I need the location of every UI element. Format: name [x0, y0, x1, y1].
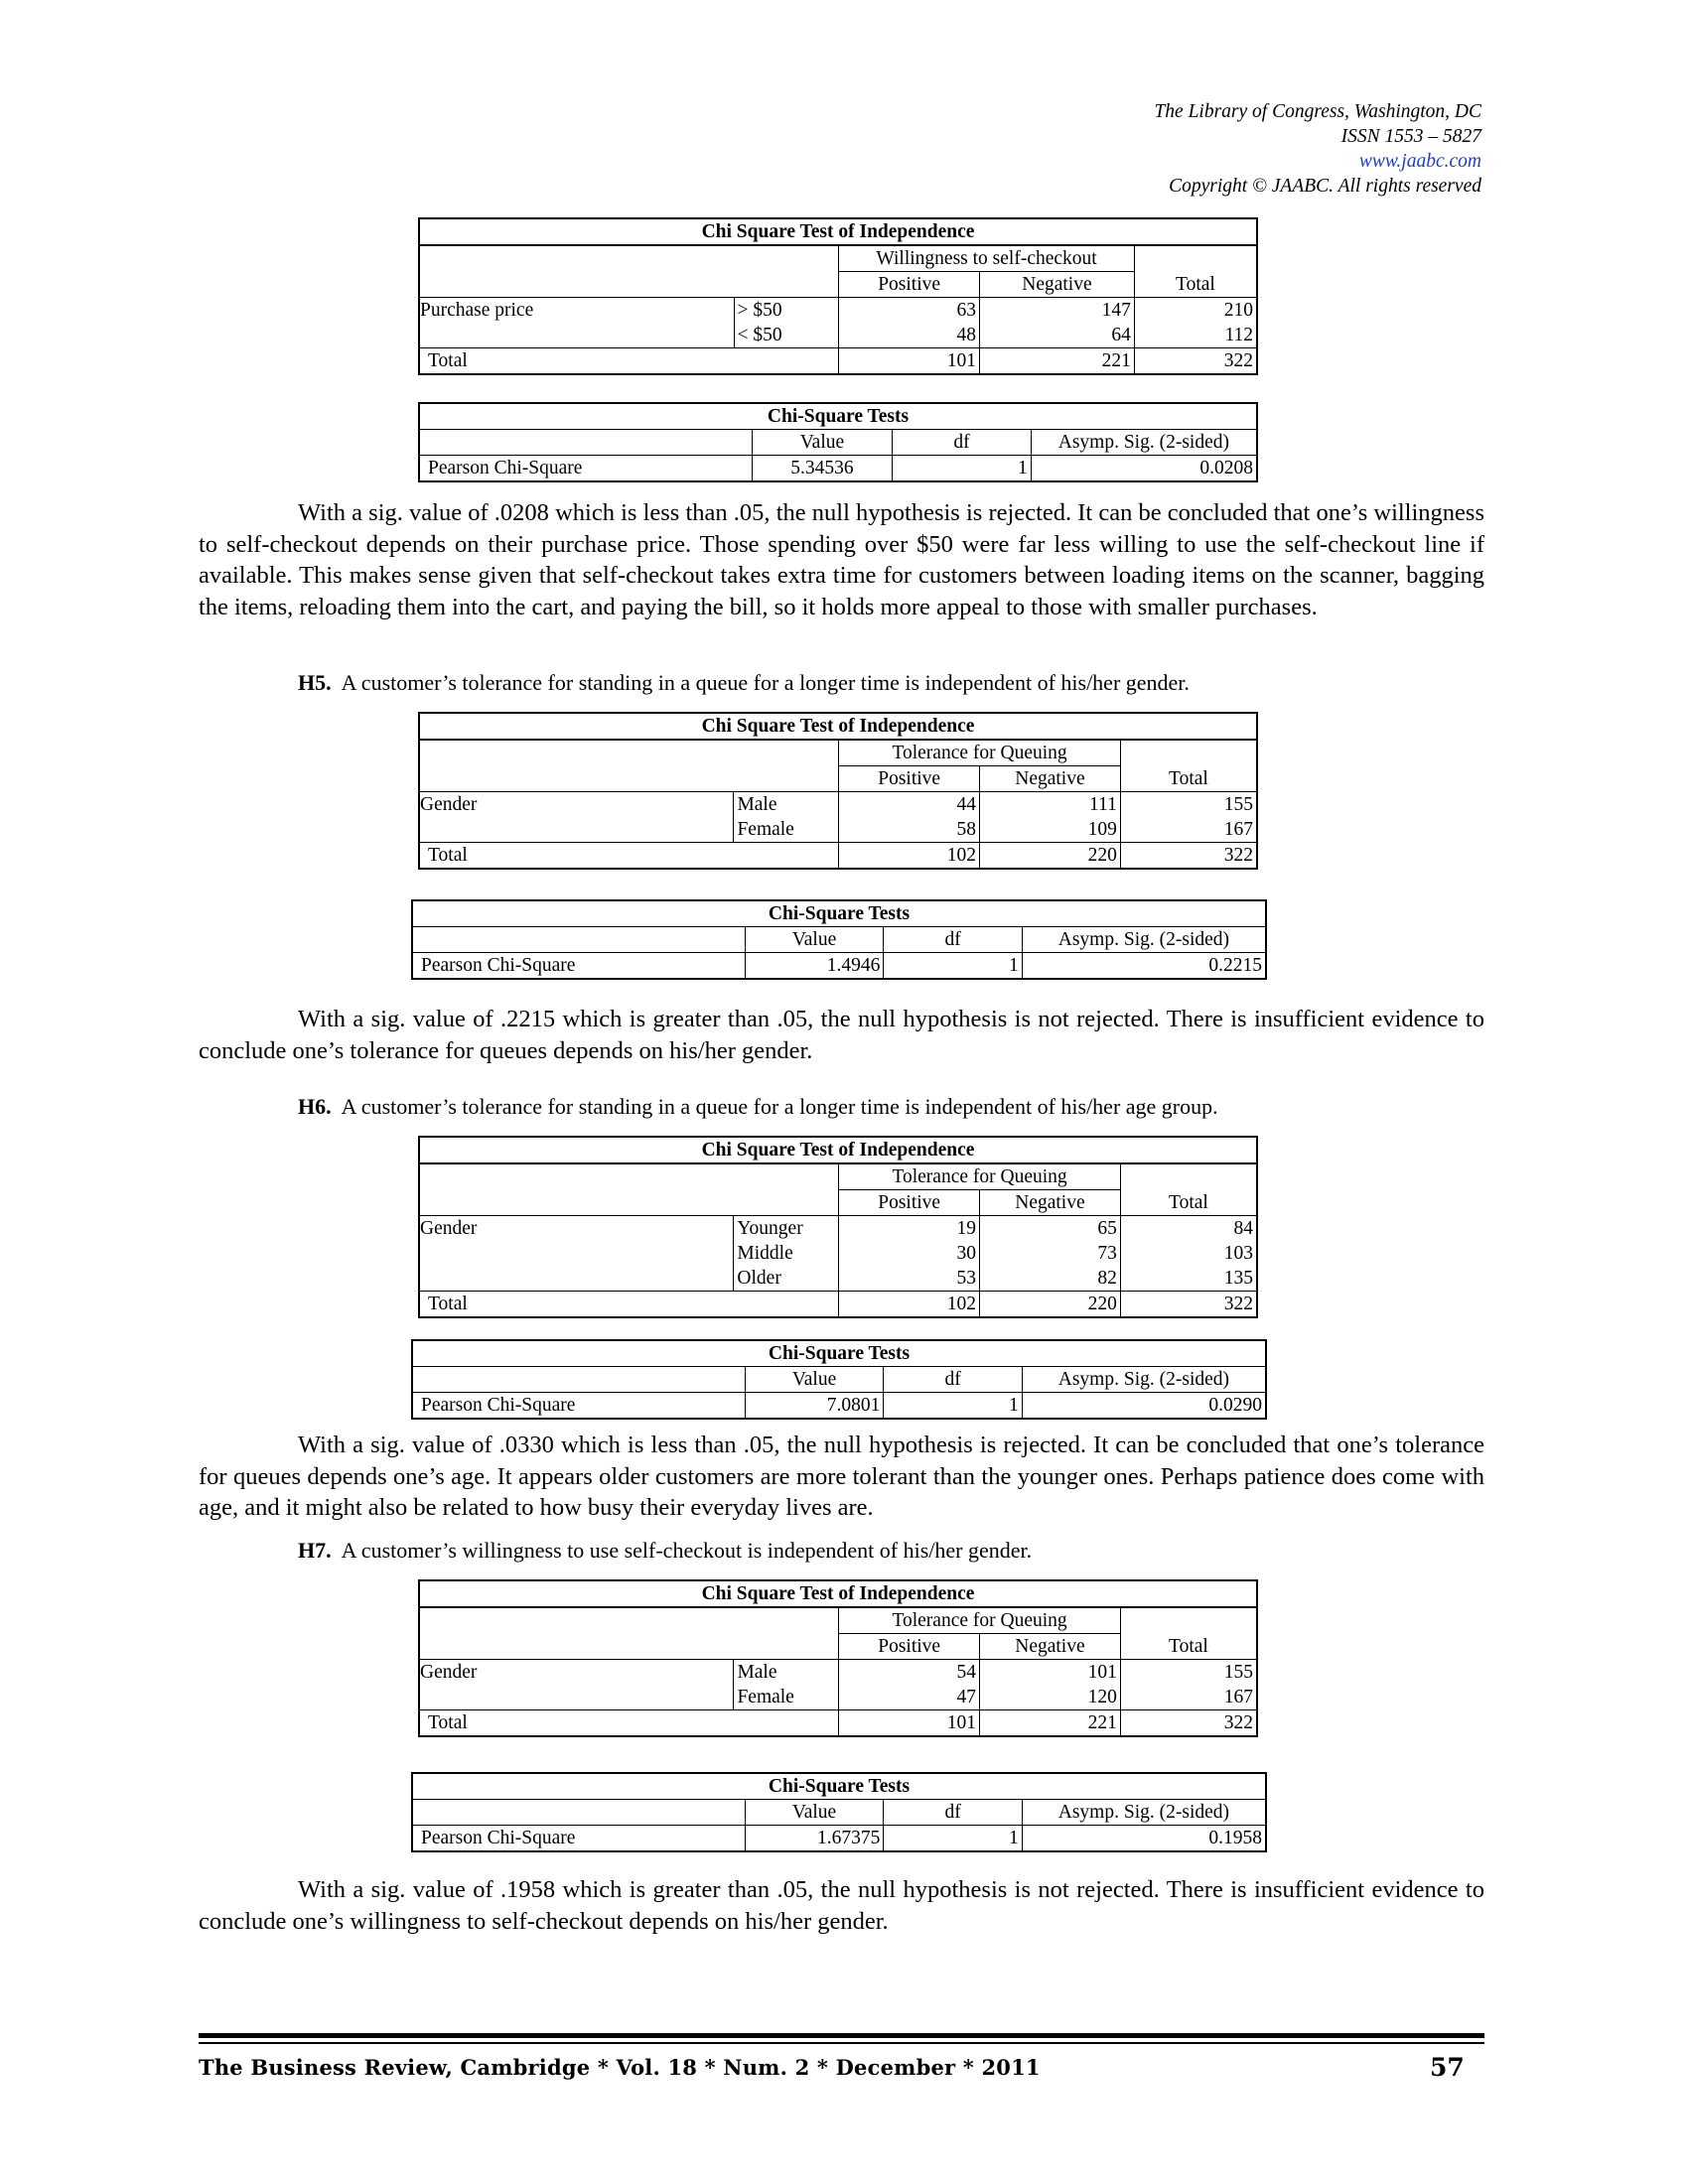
test-label: Pearson Chi-Square [412, 953, 745, 980]
cell-positive: 19 [839, 1216, 980, 1242]
cell-total: 322 [1120, 1292, 1257, 1318]
row-variable: Gender [419, 1216, 734, 1242]
col-header-positive: Positive [839, 272, 980, 298]
chi-sig: 0.2215 [1022, 953, 1266, 980]
hypothesis-h6 [298, 1093, 1218, 1121]
col-header-negative: Negative [980, 766, 1121, 792]
hypothesis-text: A customer’s willingness to use self-checkout is independent of his/her gender. [341, 1538, 1033, 1563]
col-header-negative: Negative [980, 1634, 1121, 1660]
col-header-df: df [893, 430, 1031, 456]
group-header: Willingness to self-checkout [839, 245, 1135, 272]
test-label: Pearson Chi-Square [412, 1826, 745, 1852]
row-label: Male [734, 792, 839, 818]
col-header-sig: Asymp. Sig. (2-sided) [1057, 1369, 1230, 1390]
row-label: > $50 [734, 298, 839, 324]
cell-total: 112 [1224, 325, 1253, 345]
chi-sig: 0.1958 [1022, 1826, 1266, 1852]
cell-total: 155 [1120, 792, 1257, 818]
col-header-df: df [884, 1367, 1022, 1393]
chi-df: 1 [893, 456, 1031, 482]
chi-square-tests-4 [411, 1772, 1267, 1852]
journal-header [786, 99, 1481, 199]
cell-total: 322 [1120, 1710, 1257, 1737]
cell-total: 167 [1223, 819, 1253, 840]
cell-negative: 111 [980, 792, 1121, 818]
row-label: < $50 [734, 323, 839, 348]
table-title: Chi Square Test of Independence [419, 713, 1257, 740]
col-header-sig: Asymp. Sig. (2-sided) [1057, 929, 1230, 950]
chi-value: 1.4946 [745, 953, 884, 980]
chi-sig: 0.0290 [1022, 1393, 1266, 1420]
hypothesis-label: H5. [298, 670, 332, 695]
chi-value: 5.34536 [752, 456, 893, 482]
row-label: Middle [734, 1241, 839, 1266]
cell-negative: 220 [980, 1292, 1121, 1318]
chi-title: Chi-Square Tests [412, 1340, 1266, 1367]
header-website-link[interactable]: www.jaabc.com [1358, 151, 1481, 172]
chi-title: Chi-Square Tests [412, 900, 1266, 927]
table-title: Chi Square Test of Independence [419, 1137, 1257, 1163]
cell-total: 322 [1134, 348, 1257, 375]
footer-rule-thin [199, 2042, 1484, 2044]
cell-positive: 30 [839, 1241, 980, 1266]
cell-total: 155 [1120, 1660, 1257, 1686]
cell-negative: 221 [980, 1710, 1121, 1737]
chi-square-tests-2 [411, 899, 1267, 980]
row-label: Female [734, 1685, 839, 1710]
col-header-positive: Positive [839, 766, 980, 792]
crosstab-age-queue [418, 1136, 1258, 1318]
group-header: Tolerance for Queuing [839, 740, 1121, 766]
group-header: Tolerance for Queuing [839, 1607, 1121, 1634]
crosstab-gender-queue [418, 712, 1258, 870]
row-label: Female [734, 817, 839, 843]
total-row-label: Total [419, 348, 839, 375]
cell-positive: 54 [839, 1660, 980, 1686]
cell-positive: 44 [839, 792, 980, 818]
chi-square-tests-3 [411, 1339, 1267, 1420]
cell-negative: 82 [980, 1266, 1121, 1292]
cell-total: 103 [1223, 1243, 1253, 1264]
cell-negative: 147 [980, 298, 1135, 324]
footer-rule-thick [199, 2033, 1484, 2038]
journal-footer: The Business Review, Cambridge * Vol. 18 * Num. 2 * December * 2011 [199, 2055, 1041, 2080]
total-row-label: Total [419, 843, 839, 870]
row-label: Younger [734, 1216, 839, 1242]
col-header-value: Value [745, 927, 884, 953]
cell-positive: 47 [839, 1685, 980, 1710]
chi-square-tests-1 [418, 402, 1258, 482]
col-header-total: Total [1169, 1636, 1208, 1657]
hypothesis-text: A customer’s tolerance for standing in a queue for a longer time is independent of his/her age group. [341, 1094, 1218, 1119]
col-header-positive: Positive [839, 1634, 980, 1660]
chi-df: 1 [884, 1826, 1022, 1852]
test-label: Pearson Chi-Square [419, 456, 752, 482]
cell-negative: 101 [980, 1660, 1121, 1686]
col-header-negative: Negative [980, 272, 1135, 298]
row-variable: Gender [419, 1660, 734, 1686]
chi-df: 1 [884, 953, 1022, 980]
cell-negative: 220 [980, 843, 1121, 870]
cell-total: 210 [1134, 298, 1257, 324]
col-header-sig: Asymp. Sig. (2-sided) [1057, 432, 1229, 453]
hypothesis-h5 [298, 669, 1190, 697]
chi-df: 1 [884, 1393, 1022, 1420]
col-header-total: Total [1169, 1192, 1208, 1213]
test-label: Pearson Chi-Square [412, 1393, 745, 1420]
cell-positive: 58 [839, 817, 980, 843]
hypothesis-label: H6. [298, 1094, 332, 1119]
cell-positive: 101 [839, 348, 980, 375]
cell-positive: 102 [839, 1292, 980, 1318]
cell-negative: 64 [980, 323, 1135, 348]
paragraph-1: With a sig. value of .0208 which is less than .05, the null hypothesis is rejected. It can be concluded that one’s willingness to self-checkout depends on their purchase price. Those spending over $50 were far less willing to use the self-checkout line if available. This makes sense given that self-checkout takes extra time for customers between loading items on the scanner, bagging the items, reloading them into the cart, and paying the bill, so it holds more appeal to those with smaller purchases. [199, 499, 1484, 620]
header-library: The Library of Congress, Washington, DC [1154, 101, 1481, 122]
col-header-value: Value [745, 1367, 884, 1393]
paragraph-3: With a sig. value of .0330 which is less than .05, the null hypothesis is rejected. It can be concluded that one’s tolerance for queues depends one’s age. It appears older customers are more tolerant than the younger ones. Perhaps patience does come with age, and it might also be related to how busy their everyday lives are. [199, 1432, 1484, 1521]
cell-total: 135 [1223, 1268, 1253, 1289]
chi-value: 7.0801 [745, 1393, 884, 1420]
col-header-value: Value [745, 1800, 884, 1826]
chi-value: 1.67375 [745, 1826, 884, 1852]
total-row-label: Total [419, 1710, 839, 1737]
row-variable: Gender [419, 792, 734, 818]
cell-positive: 48 [839, 323, 980, 348]
col-header-negative: Negative [980, 1190, 1121, 1216]
cell-total: 84 [1120, 1216, 1257, 1242]
hypothesis-text: A customer’s tolerance for standing in a queue for a longer time is independent of his/her gender. [341, 670, 1190, 695]
hypothesis-label: H7. [298, 1538, 332, 1563]
cell-positive: 63 [839, 298, 980, 324]
paragraph-4: With a sig. value of .1958 which is greater than .05, the null hypothesis is not rejected. There is insufficient evidence to conclude one’s willingness to self-checkout depends on his/her gender. [199, 1876, 1484, 1935]
chi-title: Chi-Square Tests [419, 403, 1257, 430]
hypothesis-h7 [298, 1537, 1032, 1565]
crosstab-gender-checkout [418, 1579, 1258, 1737]
table-title: Chi Square Test of Independence [419, 218, 1257, 245]
header-issn: ISSN 1553 – 5827 [1340, 126, 1481, 147]
row-label: Male [734, 1660, 839, 1686]
total-row-label: Total [419, 1292, 839, 1318]
cell-positive: 53 [839, 1266, 980, 1292]
cell-negative: 109 [980, 817, 1121, 843]
cell-total: 167 [1223, 1687, 1253, 1707]
col-header-total: Total [1176, 274, 1215, 295]
col-header-df: df [884, 1800, 1022, 1826]
col-header-sig: Asymp. Sig. (2-sided) [1057, 1802, 1230, 1823]
col-header-total: Total [1169, 768, 1208, 789]
crosstab-purchase-price [418, 217, 1258, 375]
row-variable: Purchase price [419, 298, 734, 324]
header-copyright: Copyright © JAABC. All rights reserved [1169, 176, 1481, 197]
table-title: Chi Square Test of Independence [419, 1580, 1257, 1607]
cell-total: 322 [1120, 843, 1257, 870]
page-number: 57 [1430, 2053, 1465, 2082]
col-header-value: Value [752, 430, 893, 456]
paragraph-2: With a sig. value of .2215 which is greater than .05, the null hypothesis is not rejected. There is insufficient evidence to conclude one’s tolerance for queues depends on his/her gender. [199, 1006, 1484, 1064]
cell-negative: 73 [980, 1241, 1121, 1266]
group-header: Tolerance for Queuing [839, 1163, 1121, 1190]
cell-negative: 221 [980, 348, 1135, 375]
cell-negative: 65 [980, 1216, 1121, 1242]
col-header-positive: Positive [839, 1190, 980, 1216]
cell-positive: 101 [839, 1710, 980, 1737]
col-header-df: df [884, 927, 1022, 953]
row-label: Older [734, 1266, 839, 1292]
chi-title: Chi-Square Tests [412, 1773, 1266, 1800]
chi-sig: 0.0208 [1031, 456, 1257, 482]
cell-positive: 102 [839, 843, 980, 870]
cell-negative: 120 [980, 1685, 1121, 1710]
